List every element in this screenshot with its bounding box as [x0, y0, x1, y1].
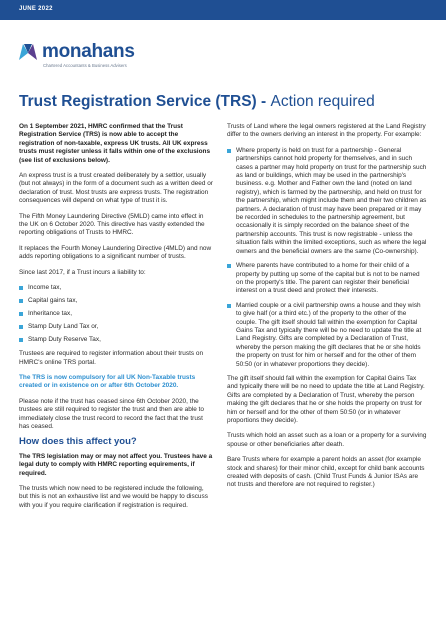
section-heading: How does this affect you? [19, 436, 137, 448]
bullet-icon [19, 338, 23, 342]
bullet-icon [19, 325, 23, 329]
brand-tagline: Chartered Accountants & Business Advisers [43, 63, 127, 68]
paragraph: Bare Trusts where for example a parent holds an asset (for example stock and shares) for their minor child, except for child bank accounts created with deposits of cash. (Child Trust Funds & Junior ISAs are not trusts and therefore are not required to register.) [227, 456, 425, 489]
bullet-icon [227, 264, 231, 268]
paragraph: The trusts which now need to be registered include the following, but this is not an exhaustive list and we would be happy to discuss with you if you require clarification if registration is required. [19, 485, 208, 509]
page-title [19, 93, 375, 111]
paragraph: It replaces the Fourth Money Laundering Directive (4MLD) and now adds reporting obligations to a significant number of trusts. [19, 244, 212, 261]
paragraph: Trusts of Land where the legal owners registered at the Land Registry differ to the owners deriving an interest in the property. For example: [227, 123, 426, 139]
list-item-text: Where parents have contributed to a home for their child of a property by putting up some of the capital but is not to be named on the property's title. The parent can register their beneficial interest on a trust deed and protect their interests. [236, 262, 420, 295]
list-item-text: Stamp Duty Land Tax or, [28, 322, 99, 330]
list-item-text: Married couple or a civil partnership owns a house and they wish to give half (or a third etc.) of the property to the other of the couple. The gift itself should fall within the exemption for Capital Gains Tax and typically there will be no need to update the title at Land Registry. Gifts are completed by a Declaration of Trust, whereby the person making the gift declares that he or she holds the property on trust for him or herself and for the other of them 50:50 (or in whatever proportions they decide). [236, 301, 422, 368]
brand-name: monahans [42, 41, 135, 62]
intro-paragraph: On 1 September 2021, HMRC confirmed that the Trust Registration Service (TRS) is now able to accept the registration of non-taxable, express UK trusts. All UK express trusts must register unless it falls within one of the exclusions (see list of exclusions below). [19, 123, 211, 164]
left-column [19, 123, 214, 517]
paragraph: Please note if the trust has ceased since 6th October 2020, the trustees are still required to register the trust and then are able to immediately close the trust record to record the fact that the trust has ceased. [19, 397, 204, 430]
list-item-text: Capital gains tax, [28, 297, 78, 304]
top-banner [0, 0, 446, 20]
highlight-paragraph: The TRS is now compulsory for all UK Non-Taxable trusts created or in existence on or after 6th October 2020. [19, 373, 196, 390]
bullet-icon [19, 286, 23, 290]
bold-paragraph: The TRS legislation may or may not affect you. Trustees have a legal duty to comply with HMRC reporting equirements, if required. [19, 452, 213, 477]
paragraph: An express trust is a trust created deliberately by a settlor, usually (but not always) in the form of a document such as a written deed or declaration of trust. Most trusts are express trusts. The registration consequences will depend on what type of trust it is. [19, 172, 213, 205]
list-item [19, 297, 214, 305]
list-item [19, 336, 214, 344]
list-item [19, 323, 214, 331]
logo-mark-icon [19, 44, 37, 60]
bullet-icon [227, 149, 231, 153]
list-item-text: Inheritance tax, [28, 309, 73, 317]
trust-examples-list [227, 147, 427, 369]
tax-list [19, 284, 214, 344]
paragraph: Since last 2017, if a Trust incurs a liability to: [19, 268, 146, 276]
title-main: Trust Registration Service (TRS) - [19, 93, 271, 110]
paragraph: Trusts which hold an asset such as a loan or a property for a surviving spouse or other beneficiaries after death. [227, 432, 427, 448]
list-item [19, 284, 214, 292]
right-column [227, 123, 427, 497]
title-sub: Action required [270, 93, 375, 110]
bullet-icon [19, 299, 23, 303]
list-item [227, 302, 427, 369]
bullet-icon [19, 312, 23, 316]
list-item-text: Income tax, [28, 284, 62, 292]
bullet-icon [227, 304, 231, 308]
list-item-text: Stamp Duty Reserve Tax, [28, 335, 101, 343]
list-item [227, 147, 427, 256]
list-item [19, 310, 214, 318]
paragraph: The Fifth Money Laundering Directive (5MLD) came into effect in the UK on 6 October 2020. This directive has vastly extended the reporting obligations of Trusts to HMRC. [19, 212, 205, 237]
paragraph: Trustees are required to register information about their trusts on HMRC's online TRS portal. [19, 350, 204, 366]
paragraph: The gift itself should fall within the exemption for Capital Gains Tax and typically there will be no need to update the title at Land Registry. Gifts are completed by a Declaration of Trust, whereby the person making the gift declares that he or she holds the property on trust for him or herself and for the other of them 50:50 (or in whatever proportions they decide). [227, 374, 425, 424]
list-item [227, 262, 427, 296]
list-item-text: Where property is held on trust for a partnership - General partnerships cannot hold property for themselves, and in such cases a partner may hold property on trust for the partnership such as land or buildings, which may be used in the partnership's business. e.g. Mother and Father own the land (noted on land registry), which is farmed by the partnership, and held on trust for the partnership, which might include them and their two children as partners. A declaration of trust may have been prepared or it may be recorded in schedules to the partnership agreement, but occasionally it is simply recorded on the balance sheet of the partnership accounts. This trust is now registrable - unless the situation falls within the limited exceptions, such as where the legal owners and the beneficial owners are the same (Co-ownership). [236, 146, 427, 255]
issue-date: JUNE 2022 [19, 6, 53, 12]
